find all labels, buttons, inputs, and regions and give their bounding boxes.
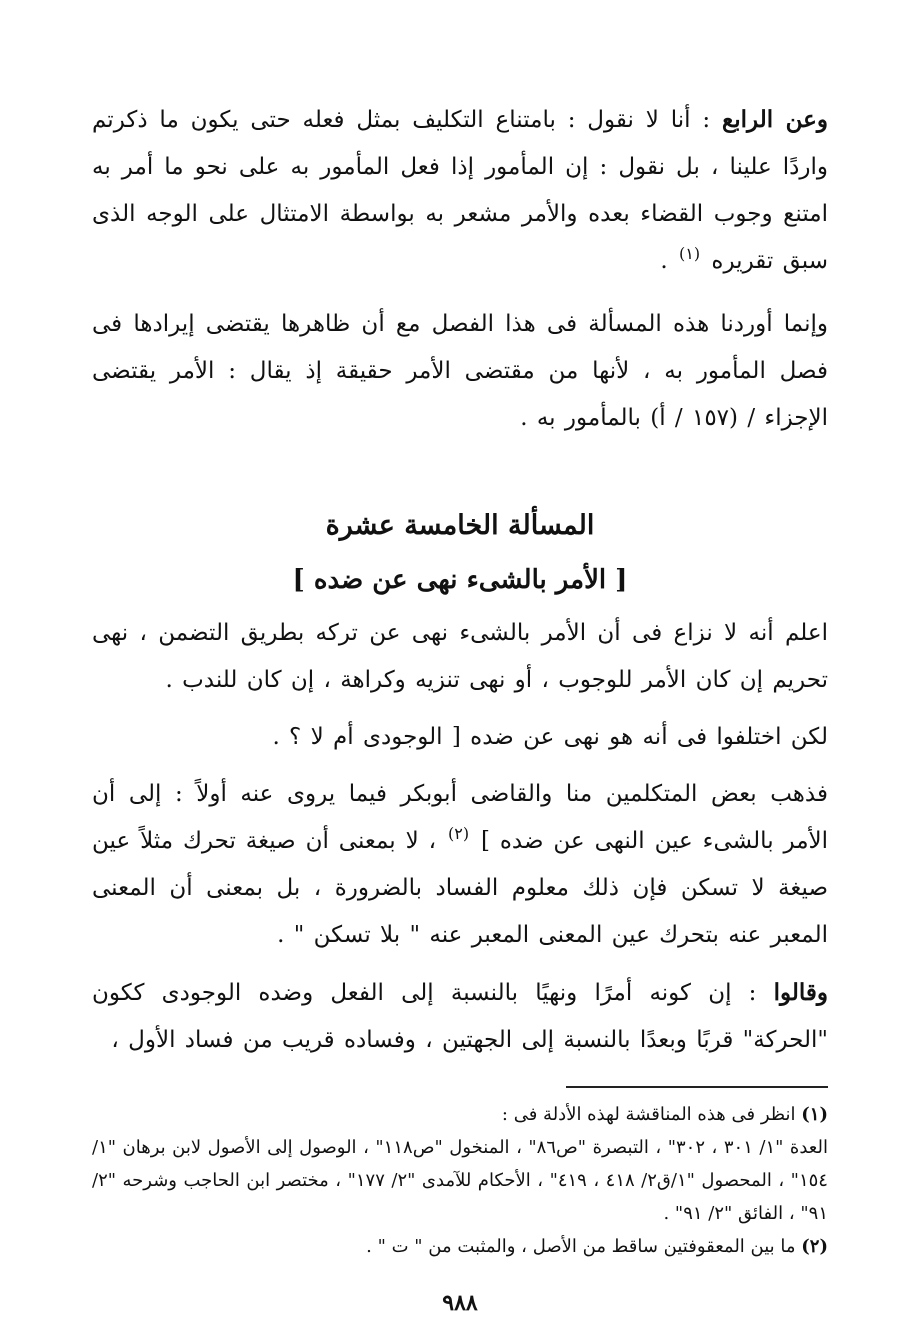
paragraph-text: فذهب بعض المتكلمين منا والقاضى أبوبكر فيما يروى عنه أولاً : إلى أن الأمر بالشىء عين النهى عن ضده ] [92,781,829,854]
footnote-separator [566,1086,828,1088]
footnote-1 [92,1098,828,1131]
footnote-ref-2[interactable]: (٢) [447,824,470,844]
footnote-text: انظر فى هذه المناقشة لهذه الأدلة فى : [501,1104,796,1125]
paragraph-they-said [92,969,828,1064]
paragraph-no-dispute: اعلم أنه لا نزاع فى أن الأمر بالشىء نهى عن تركه بطريق التضمن ، نهى تحريم إن كان الأمر للوجوب ، أو نهى تنزيه وكراهة ، إن كان للندب . [92,620,828,693]
paragraph-placement-note: وإنما أوردنا هذه المسألة فى هذا الفصل مع أن ظاهرها يقتضى إيرادها فى فصل المأمور به ، لأنها من مقتضى الأمر حقيقة إذ يقال : الأمر يقتضى الإجزاء / (١٥٧ / أ) بالمأمور به . [92,311,828,431]
section-subtitle: [ الأمر بالشىء نهى عن ضده ] [292,565,628,595]
footnote-number: (١) [801,1104,828,1125]
paragraph-text: : أنا لا نقول : بامتناع التكليف بمثل فعله حتى يكون ما ذكرتم واردًا علينا ، بل نقول : إن المأمور إذا فعل المأمور به على نحو ما أمر به امتنع وجوب القضاء بعده والأمر مشعر به بواسطة الامتثال على الوجه الذى سبق تقريره [92,107,828,274]
paragraph-lead: وقالوا [773,979,829,1006]
paragraph-lead: وعن الرابع [722,106,829,133]
footnote-1-references: العدة "١/ ٣٠١ ، ٣٠٢" ، التبصرة "ص٨٦" ، المنخول "ص١١٨" ، الوصول إلى الأصول لابن برهان "١/ ١٥٤" ، المحصول "١/ق٢/ ٤١٨ ، ٤١٩" ، الأحكام للآمدى "٢/ ١٧٧" ، مختصر ابن الحاجب وشرحه "٢/ ٩١" ، الفائق "٢/ ٩١" . [92,1137,828,1224]
paragraph-text-end: ، لا بمعنى أن صيغة تحرك مثلاً عين صيغة لا تسكن فإن ذلك معلوم الفساد بالضرورة ، بل بمعنى أن المعنى المعبر عنه بتحرك عين المعنى المعبر عنه " بلا تسكن " . [92,828,828,948]
footnote-ref-1[interactable]: (١) [679,244,701,264]
footnote-2 [92,1230,828,1263]
paragraph-disagreement: لكن اختلفوا فى أنه هو نهى عن ضده [ الوجودى أم لا ؟ . [272,724,828,750]
page-number: ٩٨٨ [442,1290,478,1316]
section-title: المسألة الخامسة عشرة [325,510,595,541]
paragraph-fourth-reply [92,96,828,285]
footnote-number: (٢) [801,1236,828,1257]
paragraph-text: : إن كونه أمرًا ونهيًا بالنسبة إلى الفعل وضده الوجودى ككون "الحركة" قربًا وبعدًا بالنسبة إلى الجهتين ، وفساده قريب من فساد الأول ، [92,980,828,1053]
paragraph-first-opinion [92,771,828,959]
footnote-text: ما بين المعقوفتين ساقط من الأصل ، والمثبت من " ت " . [366,1236,796,1257]
paragraph-end: . [660,248,668,274]
